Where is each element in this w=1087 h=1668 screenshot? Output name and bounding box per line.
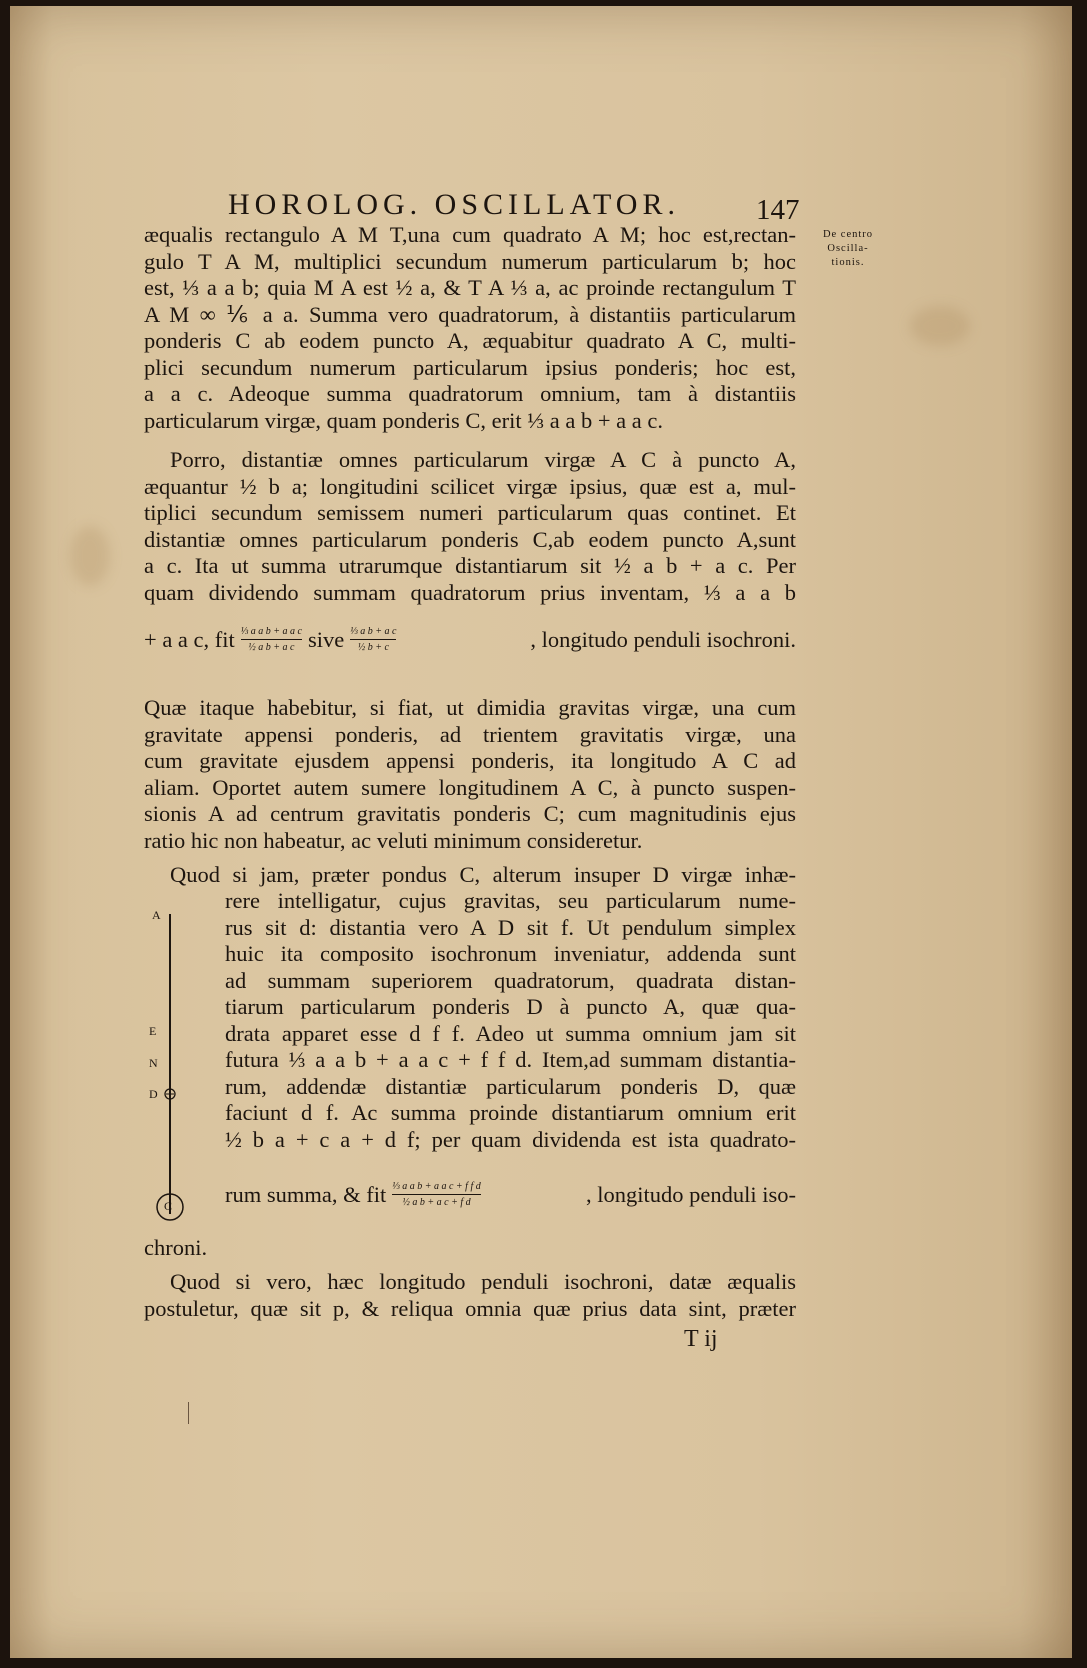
- text-line: tiplici secundum semissem numeri particularum quas continet. Et: [144, 500, 796, 525]
- page-number: 147: [756, 194, 800, 226]
- text-line: rum, addendæ distantiæ particularum ponderis D, quæ: [225, 1073, 796, 1099]
- text-line: cum gravitate ejusdem appensi ponderis, ita longitudo A C ad: [144, 748, 796, 773]
- diagram-label: N: [149, 1056, 158, 1070]
- text-line: distantiæ omnes particularum ponderis C,ab eodem puncto A,sunt: [144, 526, 796, 552]
- text-line: A M ∞ ⅙ a a. Summa vero quadratorum, à distantiis particularum: [144, 301, 796, 327]
- fraction: [241, 626, 302, 653]
- text-line: ad summam superiorem quadratorum, quadrata distan-: [225, 967, 796, 993]
- fraction-denominator: ½ a b + a c: [248, 642, 295, 653]
- text-line: rere intelligatur, cujus gravitas, seu particularum nume-: [225, 888, 796, 913]
- diagram-label: E: [149, 1024, 157, 1038]
- fraction-numerator: ⅓ a b + a c: [350, 626, 397, 637]
- text-line: a a c. Adeoque summa quadratorum omnium, tam à distantiis: [144, 381, 796, 406]
- formula-suffix: , longitudo penduli isochroni.: [530, 626, 796, 652]
- text-line: quam dividendo summam quadratorum prius inventam, ⅓ a a b: [144, 579, 796, 605]
- text-line: est, ⅓ a a b; quia M A est ½ a, & T A ⅓ a, ac proinde rectangulum T: [144, 275, 796, 300]
- text-line: postuletur, quæ sit p, & reliqua omnia quæ prius data sint, præter: [144, 1295, 796, 1321]
- text-line: Porro, distantiæ omnes particularum virgæ A C à puncto A,: [170, 447, 796, 472]
- diagram-label: A: [152, 908, 161, 922]
- formula-compound-pendulum: [225, 1181, 796, 1208]
- diagram-label: C: [164, 1199, 173, 1213]
- text-line: ponderis C ab eodem puncto A, æquabitur quadrato A C, multi-: [144, 328, 796, 353]
- paper-stain: [70, 526, 110, 586]
- paper-stain: [910, 306, 970, 346]
- text-line: ½ b a + c a + d f; per quam dividenda est ista quadrato-: [225, 1126, 796, 1152]
- text-line: faciunt d f. Ac summa proinde distantiarum omnium erit: [225, 1100, 796, 1125]
- paragraph-5: [144, 1269, 796, 1322]
- book-page: [10, 6, 1072, 1658]
- paragraph-4-first-line: [170, 862, 796, 889]
- signature-mark: T ij: [684, 1326, 718, 1352]
- fraction-bar: [392, 1194, 481, 1195]
- text-line: particularum virgæ, quam ponderis C, erit ⅓ a a b + a a c.: [144, 407, 664, 433]
- text-line: rus sit d: distantia vero A D sit f. Ut pendulum simplex: [225, 914, 796, 940]
- text-line: drata apparet esse d f f. Adeo ut summa omnium jam sit: [225, 1020, 796, 1046]
- fraction-denominator: ½ b + c: [357, 642, 389, 653]
- fraction-numerator: ⅓ a a b + a a c + f f d: [392, 1181, 481, 1192]
- pendulum-diagram: [146, 904, 206, 1234]
- text-line: huic ita composito isochronum inveniatur, addenda sunt: [225, 941, 796, 966]
- text-line: a c. Ita ut summa utrarumque distantiarum sit ½ a b + a c. Per: [144, 553, 796, 578]
- text-line: ratio hic non habeatur, ac veluti minimum consideretur.: [144, 827, 643, 853]
- text-line: æquantur ½ b a; longitudini scilicet virgæ ipsius, quæ est a, mul-: [144, 473, 796, 499]
- text-line: aliam. Oportet autem sumere longitudinem A C, à puncto suspen-: [144, 774, 796, 800]
- fraction-denominator: ½ a b + a c + f d: [402, 1197, 471, 1208]
- printers-mark: [188, 1402, 189, 1424]
- text-line: plici secundum numerum particularum ipsius ponderis; hoc est,: [144, 354, 796, 380]
- formula-suffix: , longitudo penduli iso-: [586, 1181, 796, 1207]
- fraction: [350, 626, 396, 653]
- text-line: Quod si vero, hæc longitudo penduli isochroni, datæ æqualis: [170, 1269, 796, 1294]
- running-title: HOROLOG. OSCILLATOR.: [228, 188, 680, 221]
- paragraph-3: [144, 695, 796, 854]
- text-line: tiarum particularum ponderis D à puncto A, quæ qua-: [225, 994, 796, 1019]
- formula-connector: sive: [307, 626, 345, 652]
- diagram-label: D: [149, 1087, 158, 1101]
- text-line: Quod si jam, præter pondus C, alterum insuper D virgæ inhæ-: [170, 862, 796, 887]
- text-line: sionis A ad centrum gravitatis ponderis C; cum magnitudinis ejus: [144, 801, 796, 826]
- text-line: chroni.: [144, 1235, 208, 1260]
- text-line: æqualis rectangulo A M T,una cum quadrato A M; hoc est,rectan-: [144, 222, 796, 247]
- paragraph-4: [225, 888, 796, 1153]
- fraction-numerator: ⅓ a a b + a a c: [240, 626, 302, 637]
- text-line: futura ⅓ a a b + a a c + f f d. Item,ad summam distantia-: [225, 1047, 796, 1072]
- text-line: Quæ itaque habebitur, si fiat, ut dimidia gravitas virgæ, una cum: [144, 695, 796, 720]
- paragraph-1: [144, 222, 796, 434]
- formula-prefix: + a a c, fit: [144, 626, 235, 652]
- fraction: [392, 1181, 481, 1208]
- margin-note: [803, 228, 893, 270]
- fraction-bar: [241, 639, 302, 640]
- paragraph-2: [144, 447, 796, 606]
- formula-isochronous-length: [144, 626, 796, 653]
- text-line: gravitate appensi ponderis, ad trientem gravitatis virgæ, una: [144, 721, 796, 747]
- formula-prefix: rum summa, & fit: [225, 1181, 387, 1207]
- margin-note-line: Oscilla-: [827, 243, 869, 254]
- paragraph-4-end: [144, 1235, 444, 1262]
- text-line: gulo T A M, multiplici secundum numerum particularum b; hoc: [144, 248, 796, 274]
- margin-note-line: tionis.: [831, 257, 865, 268]
- fraction-bar: [350, 639, 396, 640]
- margin-note-line: De centro: [822, 229, 874, 240]
